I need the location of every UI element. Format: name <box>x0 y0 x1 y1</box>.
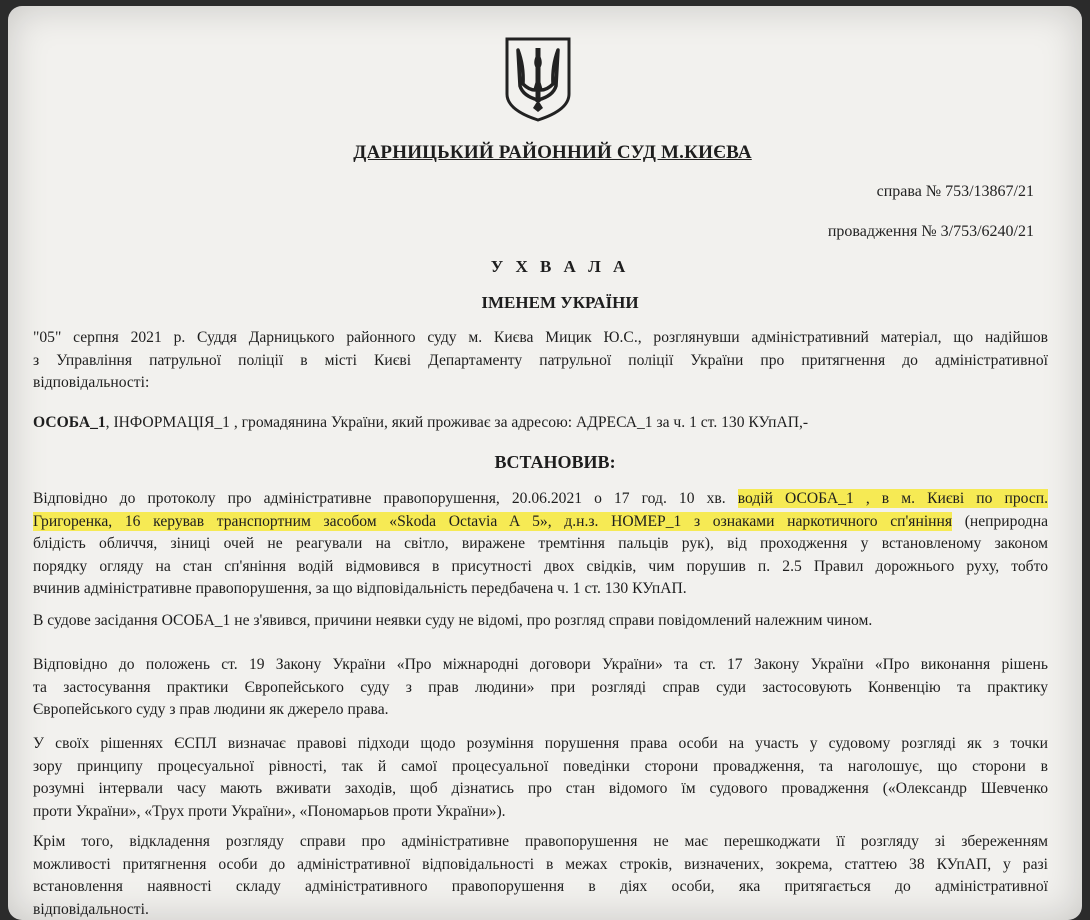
echr-line: проти України», «Трух проти України», «Пономарьов проти України»). <box>33 802 506 820</box>
proceeding-number: провадження № 3/753/6240/21 <box>827 223 1034 240</box>
echr-line: розумні інтервали часу мають вживати заходів, щоб дізнатись про стан відомого їм судового провадження («Олександр Шевченко <box>33 780 1048 798</box>
person-paragraph <box>33 412 1048 435</box>
postpone-line: встановлення наявності складу адміністративного правопорушення в діях особи, яка притягається до адміністративної <box>33 878 1048 896</box>
facts-line: порядку огляду на стан сп'яніння водій відмовився в присутності двох свідків, чим порушив п. 2.5 Правил дорожнього руху, тобто <box>33 557 1048 575</box>
postpone-line: можливості притягнення особи до адміністративної відповідальності в межах строків, визначених, зокрема, статтею 38 КУпАП, у разі <box>33 855 1048 873</box>
law-line: та застосування практики Європейського суду з прав людини» при розгляді справ суди застосовують Конвенцію та практику <box>33 678 1048 696</box>
facts-text: (неприродна <box>952 512 1048 530</box>
echr-line: У своїх рішеннях ЄСПЛ визначає правові підходи щодо розуміння порушення права особи на участь у судовому розгляді як з точки <box>33 735 1048 752</box>
law-line: Відповідно до положень ст. 19 Закону України «Про міжнародні договори України» та ст. 17 Закону України «Про виконання рішень <box>33 656 1048 673</box>
echr-paragraph <box>33 733 1048 823</box>
facts-line: вчинив адміністративне правопорушення, за що відповідальність передбачена ч. 1 ст. 130 КУпАП. <box>33 580 687 598</box>
trident-coat-of-arms-icon <box>503 36 573 122</box>
absence-line: В судове засідання ОСОБА_1 не з'явився, причини неявки суду не відомі, про розгляд справи повідомлений належним чином. <box>33 612 873 629</box>
facts-line: блідість обличчя, зіниці очей не реагували на світло, виражене тремтіння пальців рук), від проходження у встановленому законом <box>33 535 1048 553</box>
person-details: , ІНФОРМАЦІЯ_1 , громадянина України, який проживає за адресою: АДРЕСА_1 за ч. 1 ст. 130 КУпАП,- <box>105 414 809 431</box>
intro-line: відповідальності: <box>33 374 150 392</box>
court-name: ДАРНИЦЬКИЙ РАЙОННИЙ СУД М.КИЄВА <box>353 142 752 163</box>
facts-paragraph <box>33 488 1048 601</box>
document-page <box>8 6 1082 920</box>
document-subtitle: ІМЕНЕМ УКРАЇНИ <box>481 293 639 312</box>
document-title: У Х В А Л А <box>490 257 630 276</box>
absence-paragraph <box>33 610 1048 633</box>
echr-line: зору принципу процесуальної рівності, так й самої процесуальної поведінки сторони провадження, та наголошує, що сторони в <box>33 757 1048 775</box>
intro-line: "05" серпня 2021 р. Суддя Дарницького районного суду м. Києва Мицик Ю.С., розглянувши адміністративний матеріал, що надійшов <box>33 329 1048 346</box>
postpone-paragraph <box>33 831 1048 920</box>
person-name: ОСОБА_1 <box>33 414 106 431</box>
facts-text: Відповідно до протоколу про адміністративне правопорушення, 20.06.2021 о 17 год. 10 хв. <box>33 490 738 507</box>
highlighted-text: водій ОСОБА_1 , в м. Києві по просп. <box>737 490 1048 507</box>
highlighted-text: Григоренка, 16 керував транспортним засобом «Skoda Octavia A 5», д.н.з. НОМЕР_1 з ознаками наркотичного сп'яніння <box>33 512 953 530</box>
postpone-line: відповідальності. <box>33 900 149 918</box>
established-heading: ВСТАНОВИВ: <box>494 452 616 472</box>
law-paragraph <box>33 654 1048 722</box>
law-line: Європейського суду з прав людини як джерело права. <box>33 701 389 719</box>
postpone-line: Крім того, відкладення розгляду справи про адміністративне правопорушення не має перешкоджати її розгляду зі збереженням <box>33 833 1048 850</box>
case-number: справа № 753/13867/21 <box>876 183 1034 200</box>
intro-paragraph <box>33 327 1048 395</box>
intro-line: з Управління патрульної поліції в місті Києві Департаменту патрульної поліції України про притягнення до адміністративної <box>33 351 1048 369</box>
